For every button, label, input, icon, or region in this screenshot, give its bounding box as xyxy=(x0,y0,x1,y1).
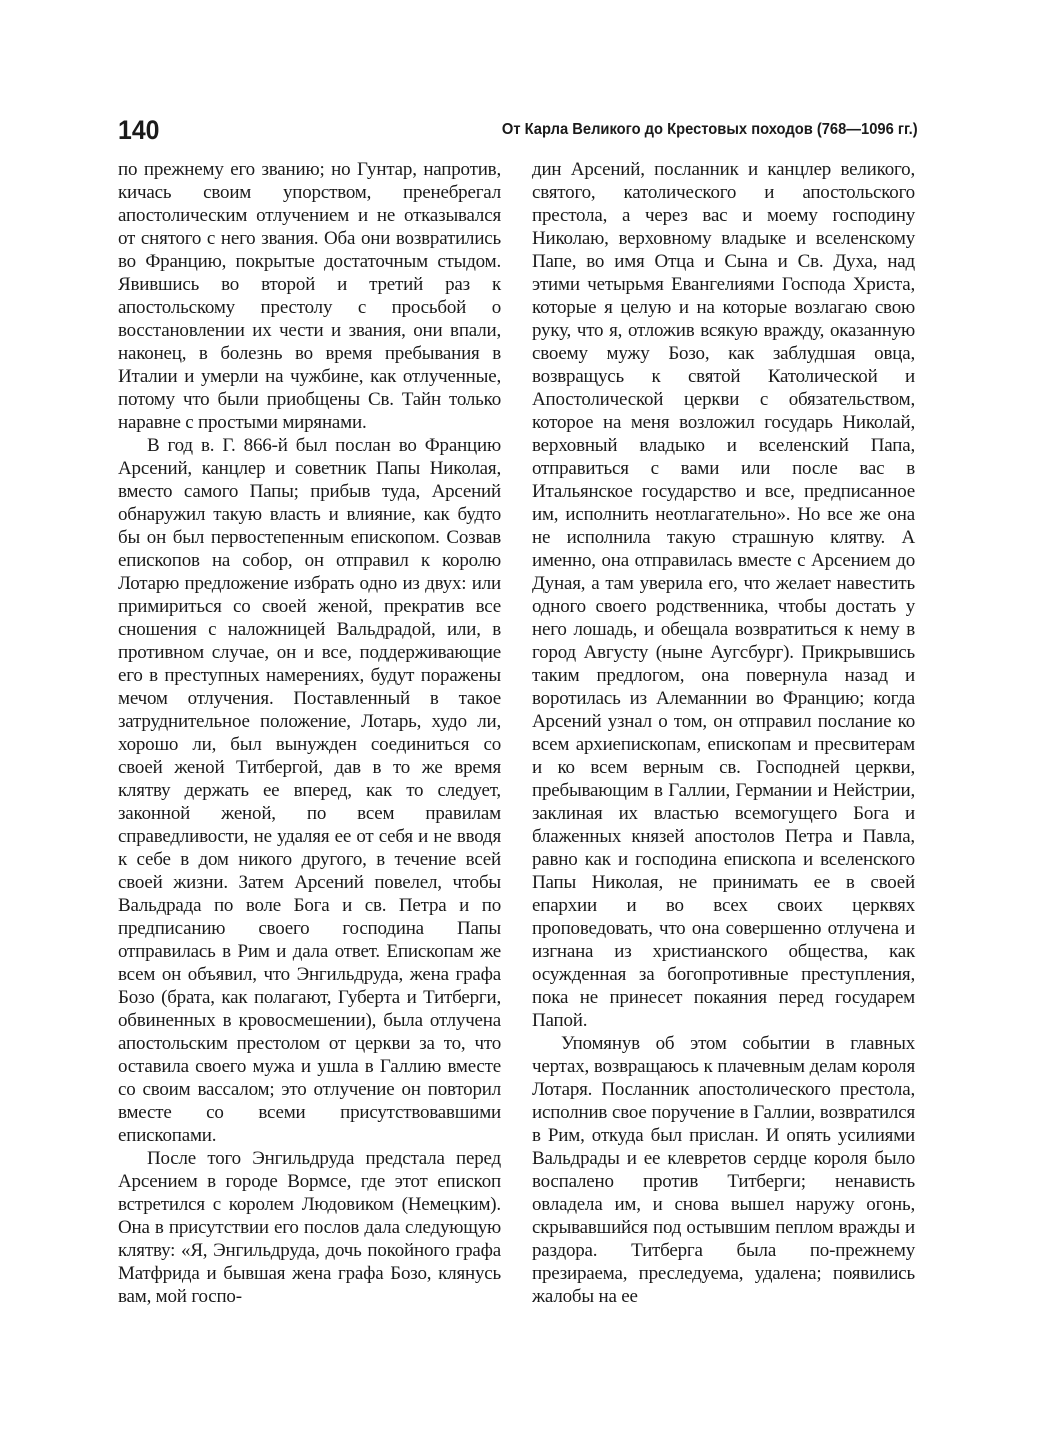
page-number: 140 xyxy=(118,115,160,145)
running-title: От Карла Великого до Крестовых походов (768—1096 гг.) xyxy=(502,121,918,138)
paragraph: дин Арсений, посланник и канцлер великого, святого, католического и апостольского престола, а через вас и моему господину Николаю, верховному владыке и вселенскому Папе, во имя Отца и Сына и Св. Духа, над этими четырьмя Евангелиями Господа Христа, которые я целую и на которые возлагаю свою руку, что я, отложив всякую вражду, оказанную своему мужу Бозо, как заблудшая овца, возвращусь к святой Католической и Апостолической церкви с обязательством, которое на меня возложил государь Николай, верховный владыко и вселенский Папа, отправиться с вами или после вас в Итальянское государство и все, предписанное им, исполнить неотлагательно». Но все же она не исполнила такую страшную клятву. А именно, она отправилась вместе с Арсением до Дуная, а там уверила его, что желает навестить одного своего родственника, чтобы достать у него лошадь, и обещала возвратиться к нему в город Августу (ныне Аугсбург). Прикрывшись таким предлогом, она повернула назад и воротилась из Алеманнии во Францию; когда Арсений узнал о том, он отправил послание ко всем архиепископам, епископам и пресвитерам и ко всем верным св. Господней церкви, пребывающим в Галлии, Германии и Нейстрии, заклиная их властью всемогущего Бога и блаженных князей апостолов Петра и Павла, равно как и господина епископа и вселенского Папы Николая, не принимать ее в своей епархии и во всех своих церквях проповедовать, что она совершенно отлучена и изгнана из христианского общества, как осужденная за богопротивные преступления, пока не принесет покаяния перед государем Папой. xyxy=(532,159,915,1031)
paragraph: по прежнему его званию; но Гунтар, напротив, кичась своим упорством, пренебрегал апостолическим отлучением и не отказывался от снятого с него звания. Оба они возвратились во Францию, покрытые достаточным стыдом. Явившись во второй и третий раз к апостольскому престолу с просьбой о восстановлении их чести и звания, они впали, наконец, в болезнь во время пребывания в Италии и умерли на чужбине, как отлученные, потому что были приобщены Св. Тайн только наравне с простыми мирянами. xyxy=(118,159,501,433)
paragraph: В год в. Г. 866-й был послан во Францию Арсений, канцлер и советник Папы Николая, вместо самого Папы; прибыв туда, Арсений обнаружил такую власть и влияние, как будто бы он был первостепенным епископом. Созвав епископов на собор, он отправил к королю Лотарю предложение избрать одно из двух: или примириться со своей женой, прекратив все сношения с наложницей Вальдрадой, или, в противном случае, он и все, поддерживающие его в преступных намерениях, будут поражены мечом отлучения. Поставленный в такое затруднительное положение, Лотарь, худо ли, хорошо ли, был вынужден соединиться со своей женой Титбергой, дав в то же время клятву держать ее вперед, как то следует, законной женой, по всем правилам справедливости, не удаляя ее от себя и не вводя к себе в дом никого другого, в течение всей своей жизни. Затем Арсений повелел, чтобы Вальдрада по воле Бога и св. Петра и по предписанию своего господина Папы отправилась в Рим и дала ответ. Епископам же всем он объявил, что Энгильдруда, жена графа Бозо (брата, как полагают, Губерта и Титберги, обвиненных в кровосмешении), была отлучена апостольским престолом от церкви за то, что оставила своего мужа и ушла в Галлию вместе со своим вассалом; это отлучение он повторил вместе со всеми присутствовавшими епископами. xyxy=(118,435,501,1146)
paragraph: Упомянув об этом событии в главных чертах, возвращаюсь к плачевным делам короля Лотаря. Посланник апостолического престола, исполнив свое поручение в Галлии, возвратился в Рим, откуда был прислан. И опять усилиями Вальдрады и ее клевретов сердце короля было воспалено против Титберги; ненависть овладела им, и снова вышел наружу огонь, скрывавшийся под остывшим пеплом вражды и раздора. Титберга была по-прежнему презираема, преследуема, удалена; появились жалобы на ее xyxy=(532,1033,915,1307)
left-column xyxy=(118,158,501,1308)
right-column xyxy=(532,158,915,1308)
page-header xyxy=(118,114,918,148)
paragraph: После того Энгильдруда предстала перед Арсением в городе Вормсе, где этот епископ встретился с королем Людовиком (Немецким). Она в присутствии его послов дала следующую клятву: «Я, Энгильдруда, дочь покойного графа Матфрида и бывшая жена графа Бозо, клянусь вам, мой госпо- xyxy=(118,1148,501,1307)
